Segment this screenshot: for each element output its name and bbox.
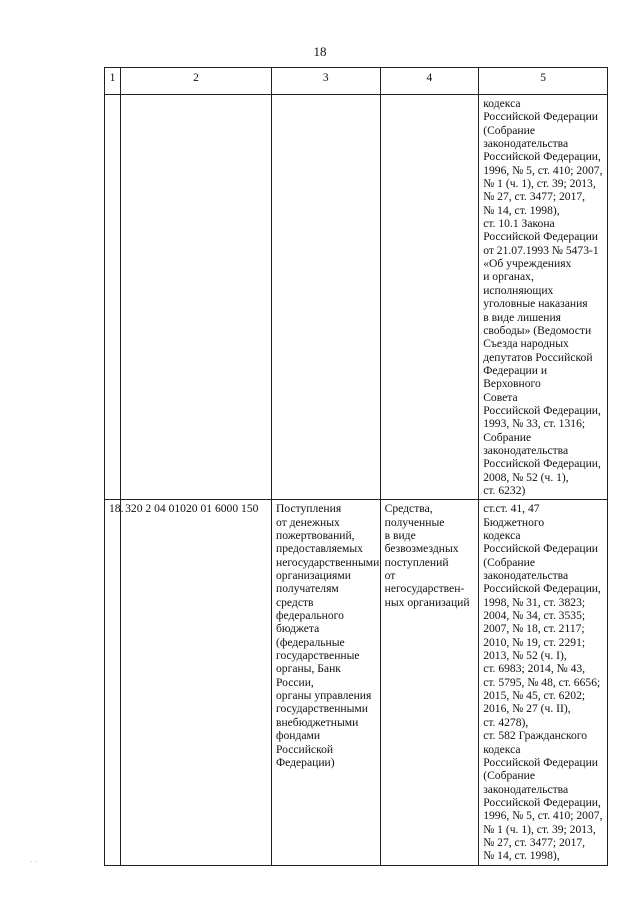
cell-name: Поступления от денежных пожертвований, предоставляемых негосударственными организациями получателям средств федерального бюджета (федеральные государственные органы, Банк России, органы управления государственными внебюджетными фондами Российской Федерации)	[271, 500, 380, 865]
page-number: 18	[313, 44, 327, 59]
scan-artifact-mark: · ·	[30, 858, 37, 866]
cell-legal-basis: кодекса Российской Федерации (Собрание законодательства Российской Федерации, 1996, № 5, ст. 410; 2007, № 1 (ч. 1), ст. 39; 2013, № 27, ст. 3477; 2017, № 14, ст. 1998), ст. 10.1 Закона Российской Федерации от 21.07.1993 № 5473-1 «Об учреждениях и органах, исполняющих уголовные наказания в виде лишения свободы» (Ведомости Съезда народных депутатов Российской Федерации и Верховного Совета Российской Федерации, 1993, № 33, ст. 1316; Собрание законодательства Российской Федерации, 2008, № 52 (ч. 1), ст. 6232)	[479, 95, 608, 500]
cell-name	[271, 95, 380, 500]
cell-number: 18.	[105, 500, 121, 865]
table-row	[105, 95, 608, 500]
header-col-5: 5	[479, 68, 608, 95]
header-col-1: 1	[105, 68, 121, 95]
cell-number	[105, 95, 121, 500]
cell-code	[121, 95, 272, 500]
cell-description: Средства, полученные в виде безвозмездных поступлений от негосударствен- ных организаций	[380, 500, 479, 865]
table-header-row	[105, 68, 608, 95]
cell-code: 320 2 04 01020 01 6000 150	[121, 500, 272, 865]
header-col-3: 3	[271, 68, 380, 95]
header-col-2: 2	[121, 68, 272, 95]
cell-legal-basis: ст.ст. 41, 47 Бюджетного кодекса Российской Федерации (Собрание законодательства Российской Федерации, 1998, № 31, ст. 3823; 2004, № 34, ст. 3535; 2007, № 18, ст. 2117; 2010, № 19, ст. 2291; 2013, № 52 (ч. I), ст. 6983; 2014, № 43, ст. 5795, № 48, ст. 6656; 2015, № 45, ст. 6202; 2016, № 27 (ч. II), ст. 4278), ст. 582 Гражданского кодекса Российской Федерации (Собрание законодательства Российской Федерации, 1996, № 5, ст. 410; 2007, № 1 (ч. 1), ст. 39; 2013, № 27, ст. 3477; 2017, № 14, ст. 1998),	[479, 500, 608, 865]
header-col-4: 4	[380, 68, 479, 95]
budget-codes-table	[104, 67, 608, 866]
cell-description	[380, 95, 479, 500]
table-row	[105, 500, 608, 865]
